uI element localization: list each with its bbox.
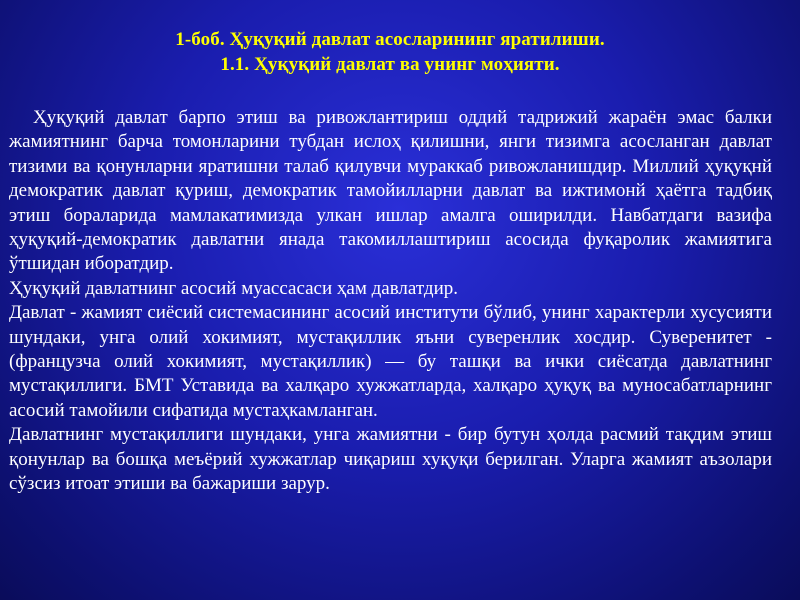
- body-text: [9, 106, 772, 497]
- section-title: 1.1. Ҳуқуқий давлат ва унинг моҳияти.: [220, 54, 560, 75]
- paragraph-state-definition: Давлат - жамият сиёсий системасининг асосий институти бўлиб, унинг характерли хусусияти шундаки, унга олий хокимият, мустақиллик яъни суверенлик хосдир. Суверенитет - (французча олий хокимият, мустақиллик) — бу ташқи ва ички сиёсатда давлатнинг мустақиллиги. БМТ Уставида ва халқаро хужжатларда, халқаро ҳуқуқ ва муносабатларнинг асосий тамойили сифатида мустаҳкамланган.: [9, 302, 772, 421]
- paragraph-main-institution: Ҳуқуқий давлатнинг асосий муассасаси ҳам давлатдир.: [9, 277, 458, 299]
- chapter-title: 1-боб. Ҳуқуқий давлат асосларининг яратилиши.: [175, 29, 605, 50]
- paragraph-intro: Ҳуқуқий давлат барпо этиш ва ривожлантириш оддий тадрижий жараён эмас балки жамиятнинг барча томонларини тубдан ислоҳ қилишни, янги тизимга асосланган давлат тизими ва қонунларни яратишни талаб қилувчи мураккаб ривожланишдир. Миллий ҳуқуқнй демократик давлат қуриш, демократик тамойилларни давлат ва ижтимонй ҳаётга тадбиқ этиш бораларида мамлакатимизда улкан ишлар амалга оширилди. Навбатдаги вазифа ҳуқуқий-демократик давлатни янада такомиллаштириш асосида фуқаролик жамиятига ўтшидан иборатдир.: [9, 107, 772, 275]
- paragraph-state-independence: Давлатнинг мустақиллиги шундаки, унга жамиятни - бир бутун ҳолда расмий тақдим этиш қонунлар ва бошқа меъёрий хужжатлар чиқариш хуқуқи берилган. Уларга жамият аъзолари сўзсиз итоат этиши ва бажариши зарур.: [9, 424, 772, 495]
